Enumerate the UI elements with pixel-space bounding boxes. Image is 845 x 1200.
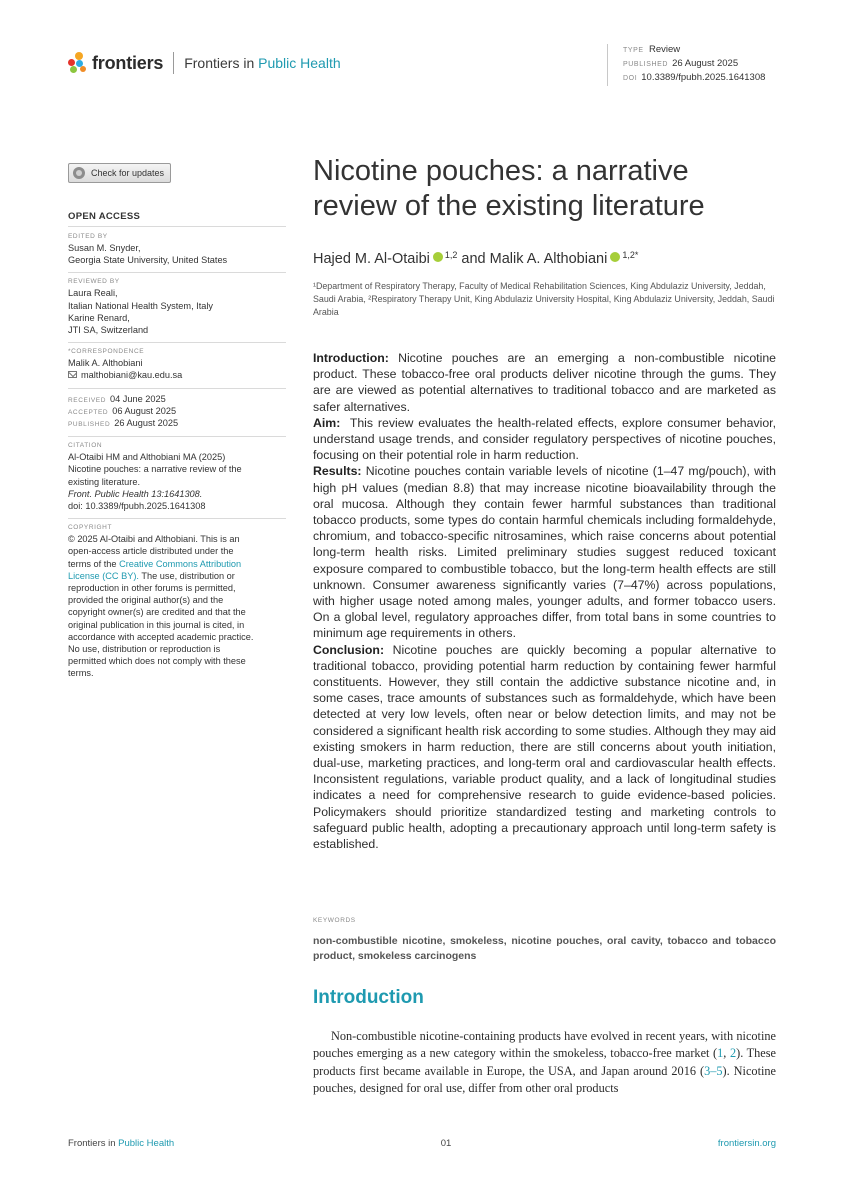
meta-published	[623, 58, 765, 71]
edited-by-label: EDITED BY	[68, 233, 108, 240]
reviewed-by-label: REVIEWED BY	[68, 278, 120, 286]
article-meta	[607, 44, 765, 86]
author-join: and	[457, 251, 490, 267]
citation-line: doi: 10.3389/fpubh.2025.1641308	[68, 501, 206, 511]
page-footer	[68, 1138, 776, 1149]
citation-block	[68, 436, 286, 512]
footer-site-link[interactable]: frontiersin.org	[717, 1138, 776, 1149]
reference-link[interactable]: 2	[729, 1046, 737, 1061]
reviewer-affiliation: Italian National Health System, Italy	[68, 300, 214, 311]
journal-name	[184, 55, 340, 71]
copyright-line: open-access article distributed under the	[68, 546, 234, 557]
abstract-conclusion: Conclusion: Nicotine pouches are quickly becoming a popular alternative to traditional tobacco, providing potential harm reduction by containing fewer harmful constituents. However, they still contain the addictive substance nicotine and, in some cases, trace amounts of substances such as formaldehyde, which have been detected at very low levels, often near or below detection limits, and may not be considered a significant health risk according to some studies. Although they may aid existing smokers in harm reduction, there are still concerns about youth initiation, dual-use, marketing practices, and long-term oral and cardiovascular health effects. Inconsistent regulations, variable product quality, and a lack of longitudinal studies indicates a need for comprehensive research to guide evidence-based policies. Policymakers should prioritize standardized testing and marketing controls to safeguard public health, adopting a precautionary approach until long-term safety is established.	[313, 642, 776, 852]
copyright-line: © 2025 Al-Otaibi and Althobiani. This is an	[68, 534, 240, 545]
keywords: non-combustible nicotine, smokeless, nicotine pouches, oral cavity, tobacco and tobacco product, smokeless carcinogens	[313, 935, 776, 962]
editor-name: Susan M. Snyder,	[68, 243, 141, 253]
check-updates-button[interactable]	[68, 163, 171, 183]
copyright-line: accordance with accepted academic practice.	[68, 631, 254, 642]
copyright-line: copyright owner(s) are credited and that the	[68, 607, 246, 618]
journal-accent: Public Health	[258, 55, 341, 71]
abstract-aim: Aim: This review evaluates the health-related effects, explore consumer behavior, understand usage trends, and consider regulatory perspectives of nicotine pouches, focusing on their potential role in harm reduction.	[313, 415, 780, 463]
reference-link[interactable]: 3–5	[704, 1063, 723, 1078]
frontiers-logo-icon	[68, 52, 88, 74]
mail-icon	[68, 371, 77, 378]
meta-key: TYPE	[623, 47, 644, 54]
date-published	[68, 418, 286, 430]
author-name[interactable]: Hajed M. Al-Otaibi	[313, 251, 430, 267]
introduction-paragraph: Non-combustible nicotine-containing products have evolved in recent years, with nicotine pouches emerging as a new category within the smokeless, tobacco-free market (1, 2). These products first became available in Europe, the USA, and Japan around 2016 (3–5). Nicotine pouches, designed for oral use, differ from other oral products	[313, 1029, 777, 1095]
meta-value: 26 August 2025	[672, 58, 739, 69]
citation-line: Front. Public Health 13:1641308.	[68, 488, 203, 499]
editor-affiliation: Georgia State University, United States	[68, 255, 228, 266]
orcid-icon[interactable]	[610, 252, 620, 262]
copyright-block	[68, 518, 286, 679]
author-affiliation-ref: 1,2	[444, 250, 458, 260]
title-line: review of the existing literature	[313, 190, 705, 222]
journal-prefix: Frontiers in	[184, 55, 255, 71]
abstract-introduction: Introduction: Nicotine pouches are an emerging a non-combustible nicotine product. These tobacco-free oral products deliver nicotine through the gums. They are are viewed as potential alternatives to traditional tobacco and are marketed as safer alternatives.	[313, 351, 776, 414]
date-value: 26 August 2025	[114, 418, 179, 428]
article-title	[313, 154, 783, 224]
crossmark-icon	[73, 167, 85, 179]
date-key: PUBLISHED	[68, 421, 111, 428]
citation-line: Al-Otaibi HM and Althobiani MA (2025)	[68, 452, 226, 463]
citation-line: Nicotine pouches: a narrative review of the	[68, 464, 242, 475]
copyright-line: License (CC BY). The use, distribution or	[68, 570, 235, 581]
copyright-line: permitted which does not comply with these	[68, 656, 246, 667]
meta-value[interactable]: 10.3389/fpubh.2025.1641308	[641, 72, 766, 83]
abstract-section-label: Introduction:	[313, 351, 389, 365]
affiliations: ¹Department of Respiratory Therapy, Faculty of Medical Rehabilitation Sciences, King Abdulaziz University, Jeddah, Saudi Arabia, ²Respiratory Therapy Unit, King Abdulaziz University Hospital, King Abdulaziz University, Jeddah, Saudi Arabia	[313, 281, 775, 317]
date-received	[68, 394, 286, 406]
correspondence-email[interactable]: malthobiani@kau.edu.sa	[81, 370, 183, 381]
correspondence-label: *CORRESPONDENCE	[68, 348, 145, 356]
abstract-section-label: Results:	[313, 464, 362, 479]
meta-doi	[623, 72, 765, 85]
abstract-results: Results: Nicotine pouches contain variable levels of nicotine (1–47 mg/pouch), with high pH values (median 8.8) that may increase nicotine bioavailability through the oral mucosa. Although they contain fewer harmful substances than traditional tobacco products, some types do contain harmful chemicals including formaldehyde, chromium, and tobacco-specific nitrosamines, which raise concerns about potential long-term health risks. Limited preliminary studies suggest reduced toxicant exposure compared to combustible tobacco, but the long-term health effects are still unknown. Consumer awareness significantly varies (7–47%) across populations, with higher usage noted among males, younger adults, and former tobacco users. On a global level, regulatory approaches differ, from total bans in some countries to minimum age requirements in others.	[313, 464, 776, 641]
abstract-section-label: Conclusion:	[313, 642, 385, 657]
edited-by-block	[68, 226, 286, 266]
abstract-section-label: Aim:	[313, 415, 341, 430]
section-heading-introduction: Introduction	[313, 987, 424, 1008]
citation-label: CITATION	[68, 442, 103, 450]
reviewed-by-block	[68, 272, 286, 336]
citation-line: existing literature.	[68, 476, 141, 487]
copyright-line: No use, distribution or reproduction is	[68, 644, 221, 655]
date-key: RECEIVED	[68, 396, 107, 404]
keywords-label: KEYWORDS	[313, 917, 356, 924]
meta-type	[623, 44, 765, 57]
footer-journal: Frontiers in Public Health	[68, 1138, 175, 1149]
orcid-icon[interactable]	[433, 252, 443, 262]
check-updates-label: Check for updates	[91, 168, 165, 178]
reviewer-affiliation: JTI SA, Switzerland	[68, 325, 149, 336]
meta-key: PUBLISHED	[623, 61, 669, 68]
sidebar	[68, 163, 286, 680]
copyright-line: terms.	[68, 668, 94, 679]
frontiers-logo[interactable]	[68, 50, 341, 76]
cc-license-link[interactable]: Creative Commons Attribution	[119, 558, 242, 569]
abstract	[313, 350, 780, 852]
author-affiliation-ref: 1,2*	[622, 250, 639, 260]
cc-license-link[interactable]: License (CC BY).	[68, 570, 139, 581]
correspondence-email-row	[68, 369, 286, 381]
correspondence-name: Malik A. Althobiani	[68, 358, 143, 369]
author-name[interactable]: Malik A. Althobiani	[489, 251, 608, 267]
meta-key: DOI	[623, 75, 638, 82]
dates-block	[68, 388, 286, 431]
copyright-line: provided the original author(s) and the	[68, 595, 224, 606]
copyright-line: terms of the Creative Commons Attribution	[68, 558, 242, 569]
copyright-label: COPYRIGHT	[68, 524, 113, 532]
author-list	[313, 250, 638, 267]
date-value: 04 June 2025	[110, 393, 166, 404]
date-accepted	[68, 406, 286, 418]
open-access-label: OPEN ACCESS	[68, 211, 141, 222]
copyright-line: original publication in this journal is cited, in	[68, 619, 245, 630]
title-line: Nicotine pouches: a narrative	[313, 155, 689, 187]
reviewer-name: Laura Reali,	[68, 288, 118, 299]
date-key: ACCEPTED	[68, 408, 109, 416]
date-value: 06 August 2025	[112, 405, 177, 416]
header-divider	[173, 52, 174, 74]
meta-value: Review	[649, 44, 681, 55]
copyright-line: reproduction in other forums is permitted,	[68, 583, 236, 594]
reviewer-name: Karine Renard,	[68, 312, 130, 323]
publisher-name: frontiers	[92, 52, 164, 73]
page-number: 01	[440, 1138, 452, 1149]
correspondence-block	[68, 342, 286, 381]
reference-link[interactable]: 1	[717, 1046, 724, 1061]
